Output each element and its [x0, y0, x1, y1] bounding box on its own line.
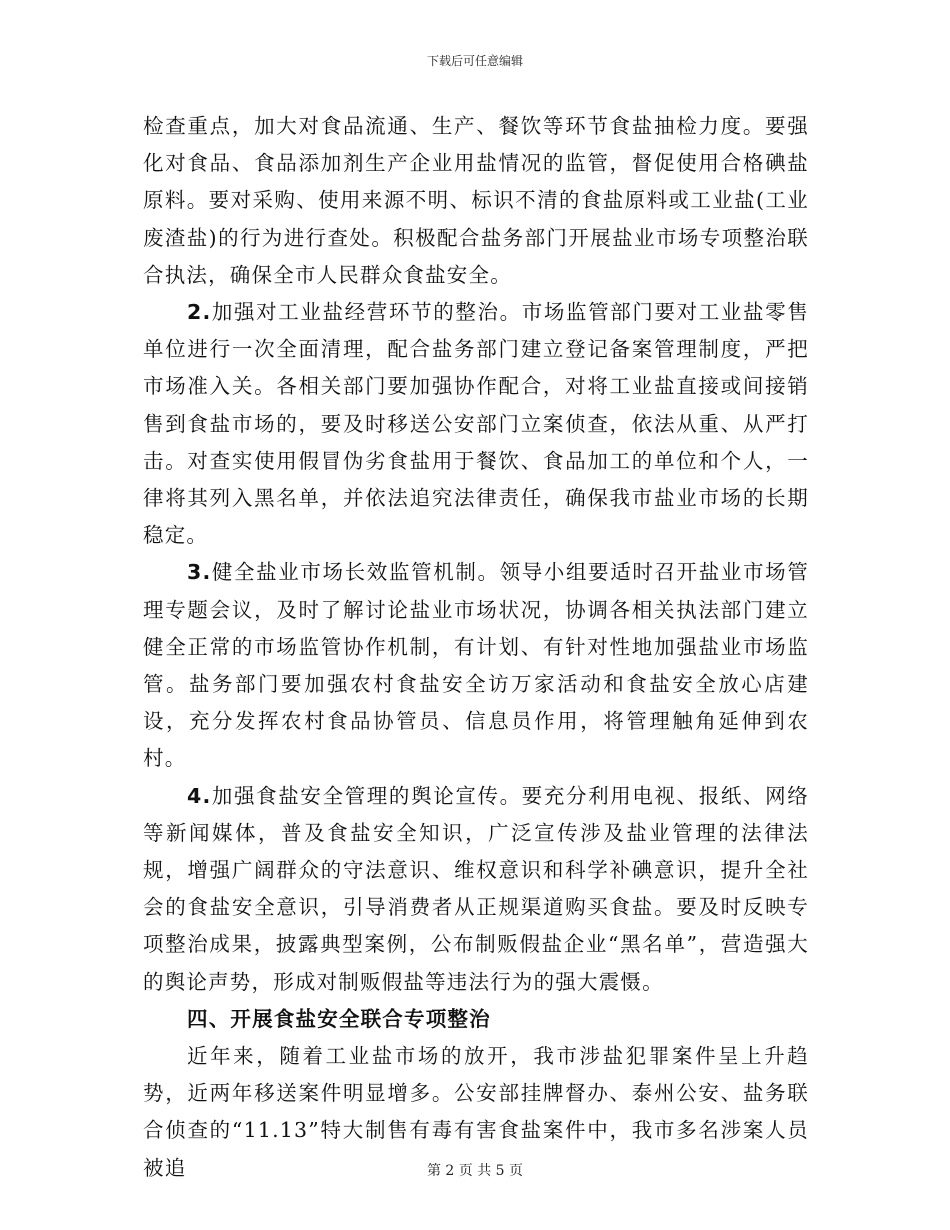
list-item-2 — [143, 294, 809, 554]
section-heading: 四、开展食盐安全联合专项整治 — [187, 1006, 491, 1031]
section-paragraph: 近年来，随着工业盐市场的放开，我市涉盐犯罪案件呈上升趋势，近两年移送案件明显增多。公安部挂牌督办、泰州公安、盐务联合侦查的“11.13”特大制售有毒有害食盐案件中，我市多名涉案人员被追 — [143, 1044, 809, 1180]
document-body — [143, 108, 809, 1187]
item-number: 2. — [187, 300, 212, 325]
page-header-note: 下载后可任意编辑 — [426, 54, 523, 68]
paragraph-continuation: 检查重点，加大对食品流通、生产、餐饮等环节食盐抽检力度。要强化对食品、食品添加剂生产企业用盐情况的监管，督促使用合格碘盐原料。要对采购、使用来源不明、标识不清的食盐原料或工业盐(工业废渣盐)的行为进行查处。积极配合盐务部门开展盐业市场专项整治联合执法，确保全市人民群众食盐安全。 — [143, 114, 809, 287]
item-number: 3. — [187, 560, 212, 585]
item-text: 健全盐业市场长效监管机制。领导小组要适时召开盐业市场管理专题会议，及时了解讨论盐业市场状况，协调各相关执法部门建立健全正常的市场监管协作机制，有计划、有针对性地加强盐业市场监管。盐务部门要加强农村食盐安全访万家活动和食盐安全放心店建设，充分发挥农村食品协管员、信息员作用，将管理触角延伸到农村。 — [143, 560, 809, 771]
page-number: 第 2 页 共 5 页 — [426, 1163, 524, 1179]
list-item-4 — [143, 778, 809, 1001]
item-text: 加强对工业盐经营环节的整治。市场监管部门要对工业盐零售单位进行一次全面清理，配合盐务部门建立登记备案管理制度，严把市场准入关。各相关部门要加强协作配合，对将工业盐直接或间接销售到食盐市场的，要及时移送公安部门立案侦查，依法从重、从严打击。对查实使用假冒伪劣食盐用于餐饮、食品加工的单位和个人，一律将其列入黑名单，并依法追究法律责任，确保我市盐业市场的长期稳定。 — [143, 300, 809, 548]
item-text: 加强食盐安全管理的舆论宣传。要充分利用电视、报纸、网络等新闻媒体，普及食盐安全知识，广泛宣传涉及盐业管理的法律法规，增强广阔群众的守法意识、维权意识和科学补碘意识，提升全社会的食盐安全意识，引导消费者从正规渠道购买食盐。要及时反映专项整治成果，披露典型案例，公布制贩假盐企业“黑名单”，营造强大的舆论声势，形成对制贩假盐等违法行为的强大震慑。 — [143, 783, 809, 994]
list-item-3 — [143, 554, 809, 777]
item-number: 4. — [187, 783, 212, 808]
